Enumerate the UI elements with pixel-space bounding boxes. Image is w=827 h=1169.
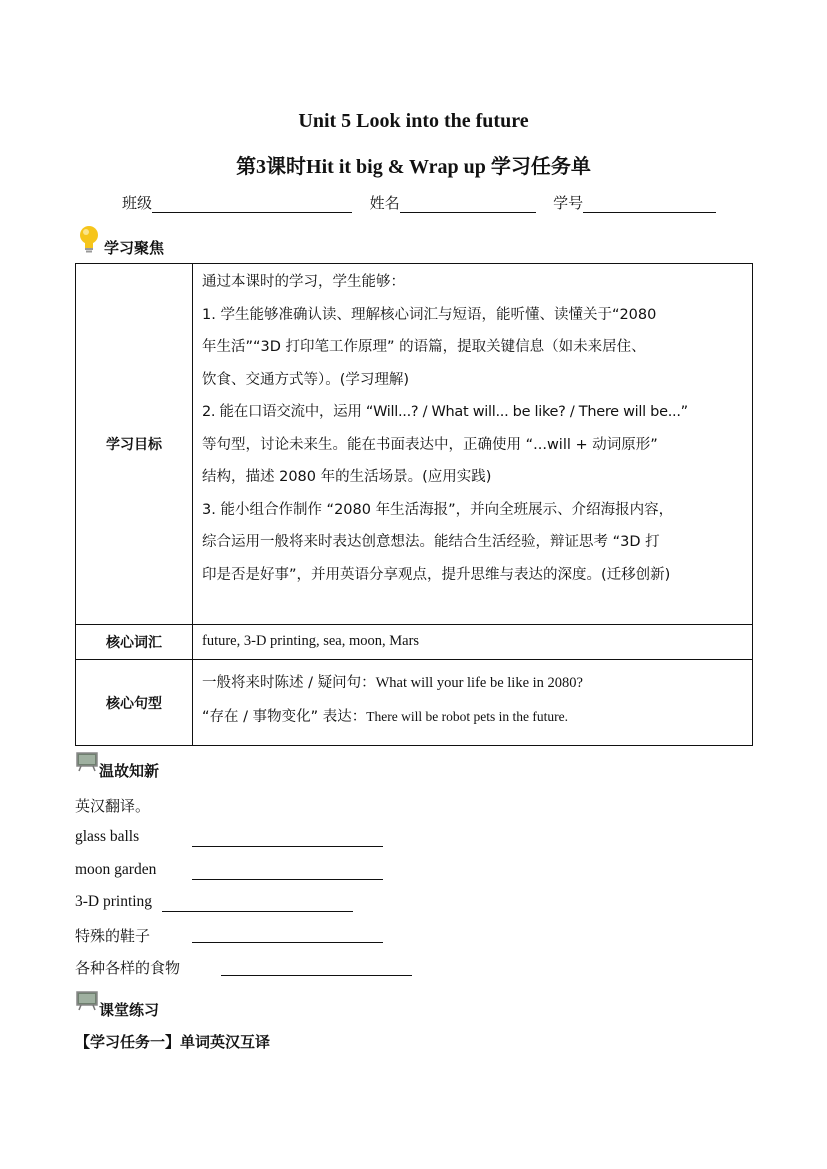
goal-line: 年生活”“3D 打印笔工作原理” 的语篇，提取关键信息（如未来居住、 bbox=[202, 339, 646, 355]
name-field[interactable] bbox=[400, 196, 536, 213]
class-field[interactable] bbox=[152, 196, 352, 213]
task1-heading: 【学习任务一】单词英汉互译 bbox=[75, 1033, 271, 1051]
answer-line[interactable] bbox=[221, 975, 412, 976]
sentence-1-cn: 一般将来时陈述 / 疑问句： bbox=[202, 674, 376, 691]
goal-line: 饮食、交通方式等）。(学习理解) bbox=[202, 371, 410, 388]
review-item: moon garden bbox=[75, 861, 157, 878]
goal-line: 3. 能小组合作制作 “2080 年生活海报”，并向全班展示、介绍海报内容， bbox=[202, 501, 674, 518]
sentence-line-2 bbox=[202, 698, 744, 736]
answer-line[interactable] bbox=[192, 846, 383, 847]
sentence-1-en: What will your life be like in 2080? bbox=[375, 674, 583, 691]
review-item: 各种各样的食物 bbox=[75, 959, 181, 977]
review-item: glass balls bbox=[75, 828, 140, 845]
goal-line: 印是否是好事”，并用英语分享观点，提升思维与表达的深度。(迁移创新) bbox=[202, 566, 671, 583]
vocab-row bbox=[76, 625, 753, 660]
answer-line[interactable] bbox=[162, 911, 353, 912]
goals-label: 学习目标 bbox=[76, 264, 193, 625]
review-item: 3-D printing bbox=[75, 893, 153, 910]
sentence-cell bbox=[193, 660, 753, 746]
goals-row bbox=[76, 264, 753, 625]
goal-line: 等句型，讨论未来生。能在书面表达中，正确使用 “...will + 动词原形” bbox=[202, 436, 658, 453]
sentence-label: 核心句型 bbox=[76, 660, 193, 746]
answer-line[interactable] bbox=[192, 942, 383, 943]
goal-line: 综合运用一般将来时表达创意想法。能结合生活经验，辩证思考 “3D 打 bbox=[202, 534, 660, 550]
page-subtitle: 第3课时Hit it big & Wrap up 学习任务单 bbox=[236, 156, 591, 178]
page-title: Unit 5 Look into the future bbox=[298, 110, 529, 132]
vocab-text: future, 3-D printing, sea, moon, Mars bbox=[202, 632, 420, 649]
answer-line[interactable] bbox=[192, 879, 383, 880]
review-instruction: 英汉翻译。 bbox=[75, 797, 151, 815]
name-label: 姓名 bbox=[369, 194, 400, 212]
goal-line: 2. 能在口语交流中，运用 “Will...? / What will... be like? / There will be...” bbox=[202, 404, 688, 420]
sentence-line-1 bbox=[202, 668, 744, 698]
blackboard-icon bbox=[76, 991, 98, 1011]
focus-heading: 学习聚焦 bbox=[104, 239, 165, 257]
sentence-2-cn: “存在 / 事物变化” 表达： bbox=[202, 708, 367, 725]
goal-line: 结构，描述 2080 年的生活场景。(应用实践) bbox=[202, 469, 492, 485]
review-heading: 温故知新 bbox=[99, 762, 160, 780]
lightbulb-icon bbox=[78, 225, 100, 255]
practice-heading: 课堂练习 bbox=[99, 1001, 160, 1019]
number-field[interactable] bbox=[583, 196, 716, 213]
sentence-row bbox=[76, 660, 753, 746]
sentence-2-en: There will be robot pets in the future. bbox=[366, 708, 568, 724]
student-info bbox=[122, 192, 716, 213]
class-label: 班级 bbox=[122, 194, 153, 212]
number-label: 学号 bbox=[553, 194, 584, 212]
goal-line: 通过本课时的学习，学生能够： bbox=[202, 274, 405, 290]
vocab-label: 核心词汇 bbox=[76, 625, 193, 660]
goals-cell bbox=[193, 264, 753, 625]
goal-line: 1. 学生能够准确认读、理解核心词汇与短语，能听懂、读懂关于“2080 bbox=[202, 306, 657, 323]
focus-table bbox=[75, 263, 753, 746]
vocab-cell bbox=[193, 625, 753, 660]
review-item: 特殊的鞋子 bbox=[75, 927, 151, 945]
blackboard-icon bbox=[76, 752, 98, 772]
